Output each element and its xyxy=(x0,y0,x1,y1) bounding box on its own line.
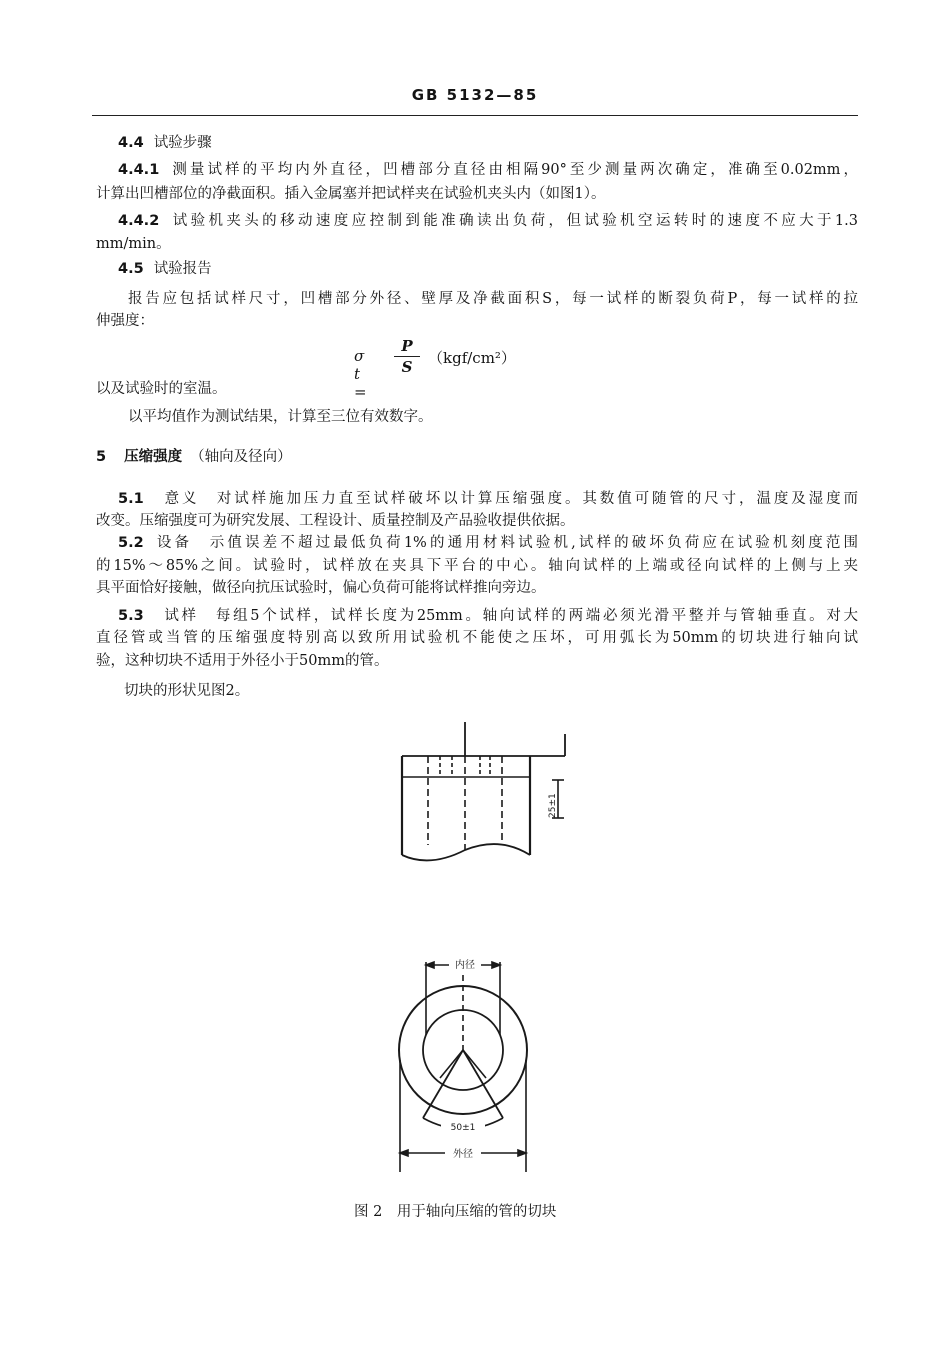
side-view xyxy=(402,722,565,860)
paragraph-5-3-line-4: 切块的形状见图2。 xyxy=(124,683,250,699)
section-title: 压缩强度 xyxy=(124,448,183,465)
text: 测量试样的平均内外直径，凹槽部分直径由相隔90°至少测量两次确定，准确至0.02mm， xyxy=(169,162,858,178)
paragraph-5-2-line-2: 的15%～85%之间。试验时，试样放在夹具下平台的中心。轴向试样的上端或径向试样的上侧与上夹 xyxy=(96,558,858,574)
paragraph-5-2-line-3: 具平面恰好接触，做径向抗压试验时，偏心负荷可能将试样推向旁边。 xyxy=(96,580,546,596)
paragraph-4-4-2-line-2: mm/min。 xyxy=(96,236,171,252)
outer-diameter-label: 外径 xyxy=(453,1149,473,1160)
paragraph-5-3-line-2: 直径管或当管的压缩强度特别高以致所用试验机不能使之压坏，可用弧长为50mm的切块进行轴向试 xyxy=(96,630,858,646)
arc-length-label: 50±1 xyxy=(450,1123,476,1133)
paragraph-4-5-line-3: 以及试验时的室温。 xyxy=(96,381,227,397)
clause-number: 4.4.1 xyxy=(118,162,160,178)
height-dimension-label: 25±1 xyxy=(548,793,558,818)
clause-number: 5.3 xyxy=(118,608,144,624)
text: 设备 示值误差不超过最低负荷1%的通用材料试验机,试样的破坏负荷应在试验机刻度范围 xyxy=(153,535,858,551)
text: 意义 对试样施加压力直至试样破坏以计算压缩强度。其数值可随管的尺寸，温度及湿度而 xyxy=(161,491,858,507)
section-number: 4.5 xyxy=(118,261,144,277)
text: 试验机夹头的移动速度应控制到能准确读出负荷，但试验机空运转时的速度不应大于1.3 xyxy=(169,213,858,229)
paragraph-4-4-1-line-2: 计算出凹槽部位的净截面积。插入金属塞并把试样夹在试验机夹头内（如图1）。 xyxy=(96,186,606,202)
clause-number: 5.1 xyxy=(118,491,144,507)
paragraph-5-3-line-3: 验，这种切块不适用于外径小于50mm的管。 xyxy=(96,653,389,669)
formula-denominator: S xyxy=(401,358,413,376)
figure-caption: 图 2 用于轴向压缩的管的切块 xyxy=(354,1204,557,1220)
formula-unit: （kgf/cm²） xyxy=(428,349,516,367)
formula-numerator: P xyxy=(401,337,413,355)
section-number: 5 xyxy=(96,449,107,465)
top-view xyxy=(399,962,527,1172)
paragraph-4-5-line-4: 以平均值作为测试结果，计算至三位有效数字。 xyxy=(128,409,433,425)
clause-number: 5.2 xyxy=(118,535,144,551)
page-header: GB 5132—85 xyxy=(411,86,539,104)
section-title: 试验报告 xyxy=(153,261,212,277)
formula-lhs: σ t = xyxy=(354,347,367,401)
section-title-note: （轴向及径向） xyxy=(190,449,292,465)
paragraph-5-1-line-2: 改变。压缩强度可为研究发展、工程设计、质量控制及产品验收提供依据。 xyxy=(96,513,575,529)
section-number: 4.4 xyxy=(118,135,144,151)
paragraph-4-5-line-1: 报告应包括试样尺寸，凹槽部分外径、壁厚及净截面积S，每一试样的断裂负荷P，每一试样的拉 xyxy=(128,291,858,307)
clause-number: 4.4.2 xyxy=(118,213,160,229)
section-title: 试验步骤 xyxy=(153,135,212,151)
text: 试样 每组5个试样，试样长度为25mm。轴向试样的两端必须光滑平整并与管轴垂直。对大 xyxy=(161,608,858,624)
inner-diameter-label: 内径 xyxy=(455,960,475,971)
paragraph-4-5-line-2: 伸强度： xyxy=(96,313,154,329)
